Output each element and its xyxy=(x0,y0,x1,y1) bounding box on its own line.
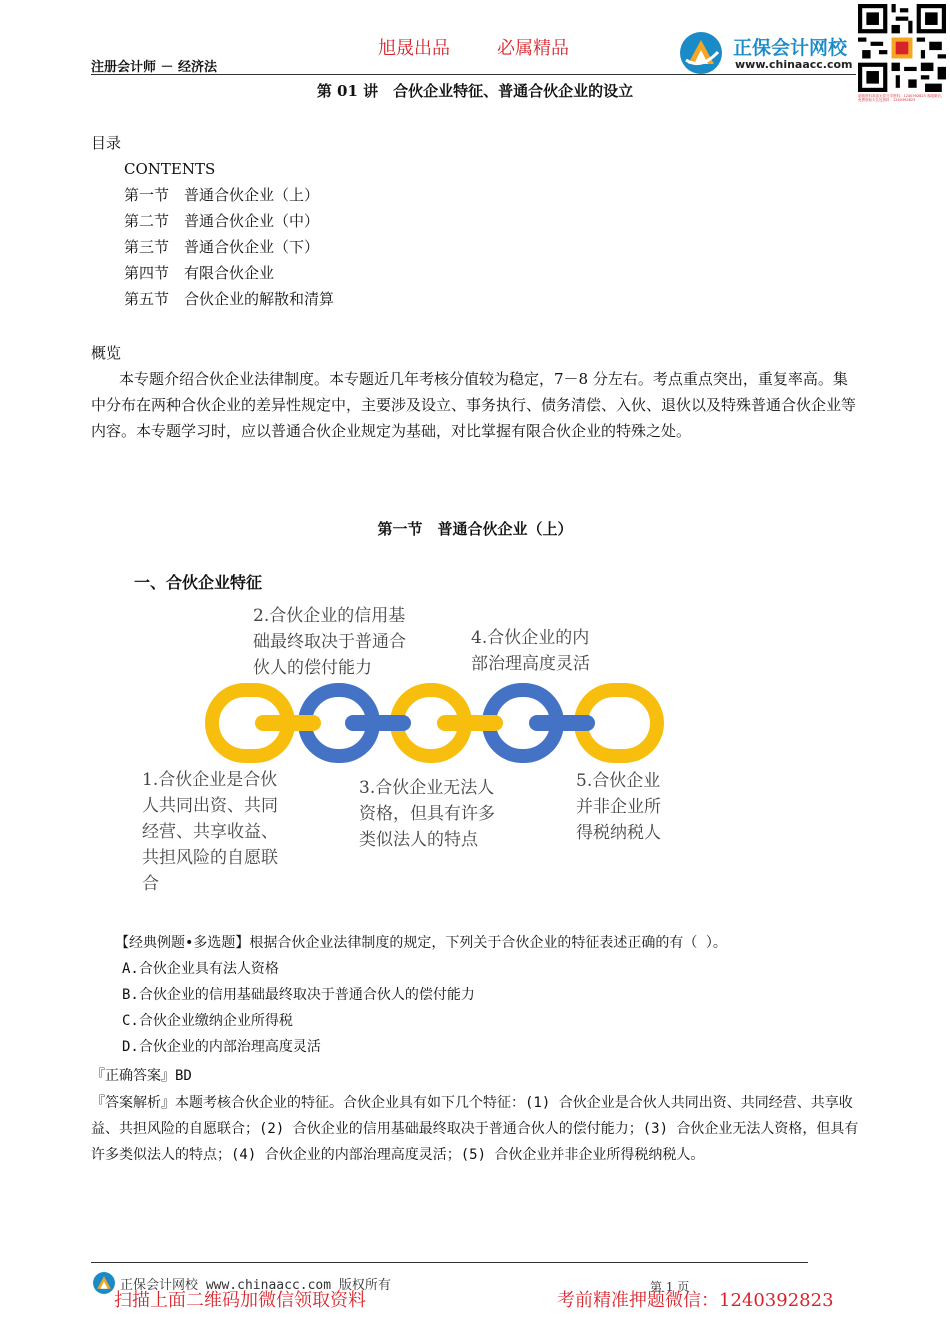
answer-explanation: 『答案解析』本题考核合伙企业的特征。合伙企业具有如下几个特征：(1) 合伙企业是合伙人共同出资、共同经营、共享收益、共担风险的自愿联合；(2) 合伙企业的信用基础最终取决于普通合伙人的偿付能力；(3) 合伙企业无法人资格，但具有许多类似法人的特点；(4) 合伙企业的内部治理高度灵活；(5) 合伙企业并非企业所得税纳税人。 xyxy=(91,1095,859,1163)
chain-feature-5 xyxy=(576,768,661,846)
wechat-text: 考前精准押题微信：1240392823 xyxy=(557,1290,834,1311)
slogan-left: 旭晟出品 xyxy=(378,38,450,59)
course-name: 注册会计师 － 经济法 xyxy=(91,60,218,75)
toc-item: 第五节 合伙企业的解散和清算 xyxy=(124,290,335,308)
chain-feature-line: 资格，但具有许多 xyxy=(359,804,495,824)
chain-feature-line: 3.合伙企业无法人 xyxy=(359,778,495,798)
chain-feature-line: 2.合伙企业的信用基 xyxy=(253,606,406,626)
chain-feature-2 xyxy=(253,603,406,681)
chain-feature-line: 共担风险的自愿联 xyxy=(142,848,278,868)
example-option-a: A.合伙企业具有法人资格 xyxy=(122,961,279,977)
qr-code-icon xyxy=(858,4,946,92)
footer-copyright: 正保会计网校 www.chinaacc.com 版权所有 xyxy=(120,1278,391,1293)
toc-item: 第二节 普通合伙企业（中） xyxy=(124,212,320,230)
chain-feature-line: 础最终取决于普通合 xyxy=(253,632,406,652)
page-number: 第 1 页 xyxy=(650,1280,690,1294)
lecture-title: 第 01 讲 合伙企业特征、普通合伙企业的设立 xyxy=(316,82,634,100)
toc-item: 第三节 普通合伙企业（下） xyxy=(124,238,320,256)
chain-feature-line: 得税纳税人 xyxy=(576,823,661,843)
chinaacc-logo-icon xyxy=(678,30,724,76)
slogan-right: 必属精品 xyxy=(497,38,569,59)
toc-contents-label: CONTENTS xyxy=(124,160,216,178)
chain-feature-line: 合 xyxy=(142,874,159,894)
toc-item: 第四节 有限合伙企业 xyxy=(124,264,275,282)
chain-diagram xyxy=(205,683,665,765)
chain-feature-line: 人共同出资、共同 xyxy=(142,796,278,816)
chain-feature-line: 经营、共享收益、 xyxy=(142,822,278,842)
logo-name: 正保会计网校 xyxy=(733,37,848,59)
chain-feature-line: 1.合伙企业是合伙 xyxy=(142,770,278,790)
qr-caption: 超值资料高清无偿分享资料：1240392823 客服微信、免费领取大礼包资料：1240392823 xyxy=(858,94,945,102)
toc-label: 目录 xyxy=(91,134,122,152)
chain-bar-4 xyxy=(529,715,595,731)
section-title: 第一节 普通合伙企业（上） xyxy=(377,520,573,538)
chain-feature-line: 5.合伙企业 xyxy=(576,771,661,791)
scan-qr-text: 扫描上面二维码加微信领取资料 xyxy=(114,1290,366,1311)
correct-answer: 『正确答案』BD xyxy=(91,1068,192,1084)
chain-feature-1 xyxy=(142,767,278,897)
header-divider xyxy=(91,74,856,75)
chain-bar-1 xyxy=(255,715,321,731)
chain-feature-4 xyxy=(471,625,590,677)
example-option-c: C.合伙企业缴纳企业所得税 xyxy=(122,1013,293,1029)
chain-feature-line: 伙人的偿付能力 xyxy=(253,658,372,678)
chain-feature-line: 并非企业所 xyxy=(576,797,661,817)
footer-logo-icon xyxy=(92,1271,116,1295)
logo-url: www.chinaacc.com xyxy=(735,58,853,71)
chain-feature-3 xyxy=(359,775,495,853)
chain-feature-line: 4.合伙企业的内 xyxy=(471,628,590,648)
chain-feature-line: 类似法人的特点 xyxy=(359,830,478,850)
footer-divider xyxy=(91,1262,808,1263)
example-option-d: D.合伙企业的内部治理高度灵活 xyxy=(122,1039,321,1055)
overview-text: 本专题介绍合伙企业法律制度。本专题近几年考核分值较为稳定，7－8 分左右。考点重点突出，重复率高。集中分布在两种合伙企业的差异性规定中，主要涉及设立、事务执行、债务清偿、入伙、退伙以及特殊普通合伙企业等内容。本专题学习时，应以普通合伙企业规定为基础，对比掌握有限合伙企业的特殊之处。 xyxy=(91,370,857,440)
example-question: 【经典例题•多选题】根据合伙企业法律制度的规定，下列关于合伙企业的特征表述正确的有（ ）。 xyxy=(115,935,727,951)
overview-label: 概览 xyxy=(91,344,122,362)
chain-bar-2 xyxy=(345,715,411,731)
example-option-b: B.合伙企业的信用基础最终取决于普通合伙人的偿付能力 xyxy=(122,987,475,1003)
sub-heading: 一、合伙企业特征 xyxy=(134,573,263,592)
chain-feature-line: 部治理高度灵活 xyxy=(471,654,590,674)
toc-item: 第一节 普通合伙企业（上） xyxy=(124,186,320,204)
chain-bar-3 xyxy=(437,715,503,731)
